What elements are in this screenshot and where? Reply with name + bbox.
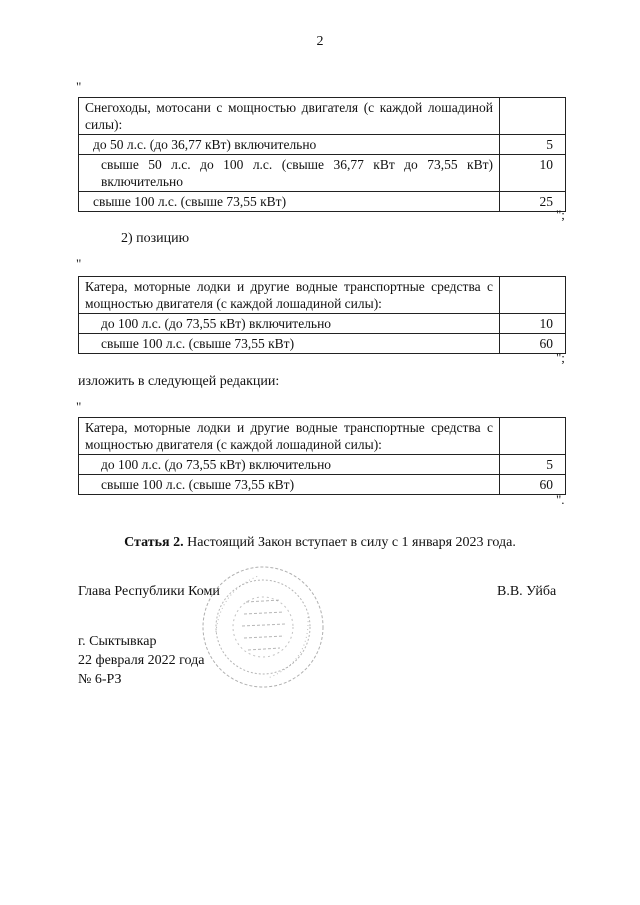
- value-cell: 5: [500, 455, 566, 475]
- value-cell: 60: [500, 334, 566, 354]
- law-number: № 6-РЗ: [78, 672, 122, 687]
- page-number: 2: [316, 34, 324, 49]
- document-footer: [78, 632, 205, 689]
- label-cell: свыше 100 л.с. (свыше 73,55 кВт): [79, 475, 500, 495]
- table-row: [79, 418, 566, 455]
- value-cell: [500, 418, 566, 455]
- label-cell: свыше 100 л.с. (свыше 73,55 кВт): [79, 192, 500, 212]
- article-title: Статья 2.: [124, 535, 184, 550]
- table-head-cell: Катера, моторные лодки и другие водные транспортные средства с мощностью двигателя (с каждой лошадиной силы):: [79, 418, 500, 455]
- article-text: Настоящий Закон вступает в силу с 1 января 2023 года.: [183, 535, 516, 550]
- table-snowmobiles: [78, 97, 566, 212]
- table-head-cell: Катера, моторные лодки и другие водные транспортные средства с мощностью двигателя (с каждой лошадиной силы):: [79, 277, 500, 314]
- label-cell: свыше 100 л.с. (свыше 73,55 кВт): [79, 334, 500, 354]
- position-label: 2) позицию: [121, 231, 190, 246]
- table-head-cell: Снегоходы, мотосани с мощностью двигателя (с каждой лошадиной силы):: [79, 98, 500, 135]
- signatory-position: Глава Республики Коми: [78, 584, 220, 599]
- open-quote: ": [76, 256, 82, 271]
- table-row: [79, 475, 566, 495]
- label-cell: до 100 л.с. (до 73,55 кВт) включительно: [79, 314, 500, 334]
- table-row: [79, 98, 566, 135]
- table-boats-old: [78, 276, 566, 354]
- open-quote: ": [76, 399, 82, 414]
- label-cell: до 50 л.с. (до 36,77 кВт) включительно: [79, 135, 500, 155]
- table-row: [79, 192, 566, 212]
- date: 22 февраля 2022 года: [78, 653, 205, 668]
- value-cell: [500, 277, 566, 314]
- table-row: [79, 135, 566, 155]
- table-row: [79, 277, 566, 314]
- table-row: [79, 155, 566, 192]
- table-row: [79, 334, 566, 354]
- table-row: [79, 314, 566, 334]
- value-cell: [500, 98, 566, 135]
- place: г. Сыктывкар: [78, 634, 157, 649]
- value-cell: 5: [500, 135, 566, 155]
- official-seal-stamp: [198, 562, 328, 692]
- close-quote: ";: [556, 350, 565, 365]
- value-cell: 10: [500, 314, 566, 334]
- edit-label: изложить в следующей редакции:: [78, 374, 280, 389]
- label-cell: до 100 л.с. (до 73,55 кВт) включительно: [79, 455, 500, 475]
- label-cell: свыше 50 л.с. до 100 л.с. (свыше 36,77 кВт до 73,55 кВт) включительно: [79, 155, 500, 192]
- close-quote: ".: [556, 492, 565, 507]
- value-cell: 10: [500, 155, 566, 192]
- open-quote: ": [76, 79, 82, 94]
- value-cell: 60: [500, 475, 566, 495]
- table-boats-new: [78, 417, 566, 495]
- close-quote: ";: [556, 207, 565, 222]
- article-2: [0, 535, 640, 551]
- signatory-name: В.В. Уйба: [497, 584, 557, 599]
- table-row: [79, 455, 566, 475]
- value-cell: 25: [500, 192, 566, 212]
